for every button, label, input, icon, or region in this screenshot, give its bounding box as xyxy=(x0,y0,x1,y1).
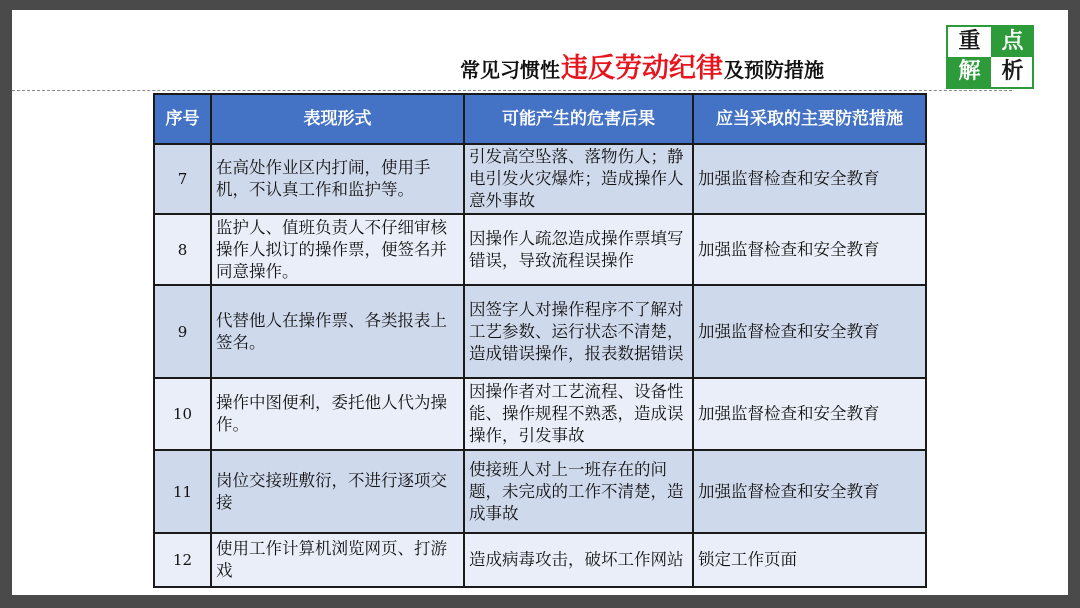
row-harm: 引发高空坠落、落物伤人；静电引发火灾爆炸；造成操作人意外事故 xyxy=(464,144,693,214)
badge-char-4: 析 xyxy=(1001,59,1024,84)
row-harm: 因操作人疏忽造成操作票填写错误，导致流程误操作 xyxy=(464,214,693,285)
header-form: 表现形式 xyxy=(211,94,464,144)
row-harm: 使接班人对上一班存在的问题，未完成的工作不清楚，造成事故 xyxy=(464,450,693,533)
row-harm: 因签字人对操作程序不了解对工艺参数、运行状态不清楚，造成错误操作，报表数据错误 xyxy=(464,285,693,378)
row-measure: 加强监督检查和安全教育 xyxy=(693,450,926,533)
key-analysis-badge xyxy=(946,25,1034,89)
table-row xyxy=(154,285,926,378)
row-harm: 造成病毒攻击，破坏工作网站 xyxy=(464,533,693,587)
title-highlight: 违反劳动纪律 xyxy=(561,53,723,84)
row-harm: 因操作者对工艺流程、设备性能、操作规程不熟悉，造成误操作，引发事故 xyxy=(464,378,693,450)
title-prefix: 常见习惯性 xyxy=(460,58,560,82)
row-no: 10 xyxy=(154,378,211,450)
badge-char-3: 解 xyxy=(948,57,991,87)
row-no: 12 xyxy=(154,533,211,587)
row-measure: 加强监督检查和安全教育 xyxy=(693,214,926,285)
row-no: 9 xyxy=(154,285,211,378)
badge-char-2: 点 xyxy=(991,27,1034,57)
row-form: 在高处作业区内打闹，使用手机，不认真工作和监护等。 xyxy=(211,144,464,214)
header-no: 序号 xyxy=(154,94,211,144)
row-no: 8 xyxy=(154,214,211,285)
row-form: 代替他人在操作票、各类报表上签名。 xyxy=(211,285,464,378)
row-form: 操作中图便利，委托他人代为操作。 xyxy=(211,378,464,450)
header-harm: 可能产生的危害后果 xyxy=(464,94,693,144)
header-measure: 应当采取的主要防范措施 xyxy=(693,94,926,144)
title-suffix: 及预防措施 xyxy=(724,58,824,82)
badge-char-1: 重 xyxy=(958,29,981,54)
row-measure: 加强监督检查和安全教育 xyxy=(693,144,926,214)
row-form: 岗位交接班敷衍，不进行逐项交接 xyxy=(211,450,464,533)
row-measure: 加强监督检查和安全教育 xyxy=(693,378,926,450)
table-row xyxy=(154,214,926,285)
row-form: 监护人、值班负责人不仔细审核操作人拟订的操作票，便签名并同意操作。 xyxy=(211,214,464,285)
table-row xyxy=(154,378,926,450)
dashed-divider xyxy=(12,90,1012,91)
row-measure: 加强监督检查和安全教育 xyxy=(693,285,926,378)
table-row xyxy=(154,450,926,533)
table-row xyxy=(154,533,926,587)
slide-title xyxy=(460,46,824,86)
row-no: 11 xyxy=(154,450,211,533)
table-row xyxy=(154,144,926,214)
slide xyxy=(12,10,1068,595)
row-measure: 锁定工作页面 xyxy=(693,533,926,587)
discipline-table xyxy=(153,93,927,588)
row-form: 使用工作计算机浏览网页、打游戏 xyxy=(211,533,464,587)
row-no: 7 xyxy=(154,144,211,214)
table-header-row xyxy=(154,94,926,144)
